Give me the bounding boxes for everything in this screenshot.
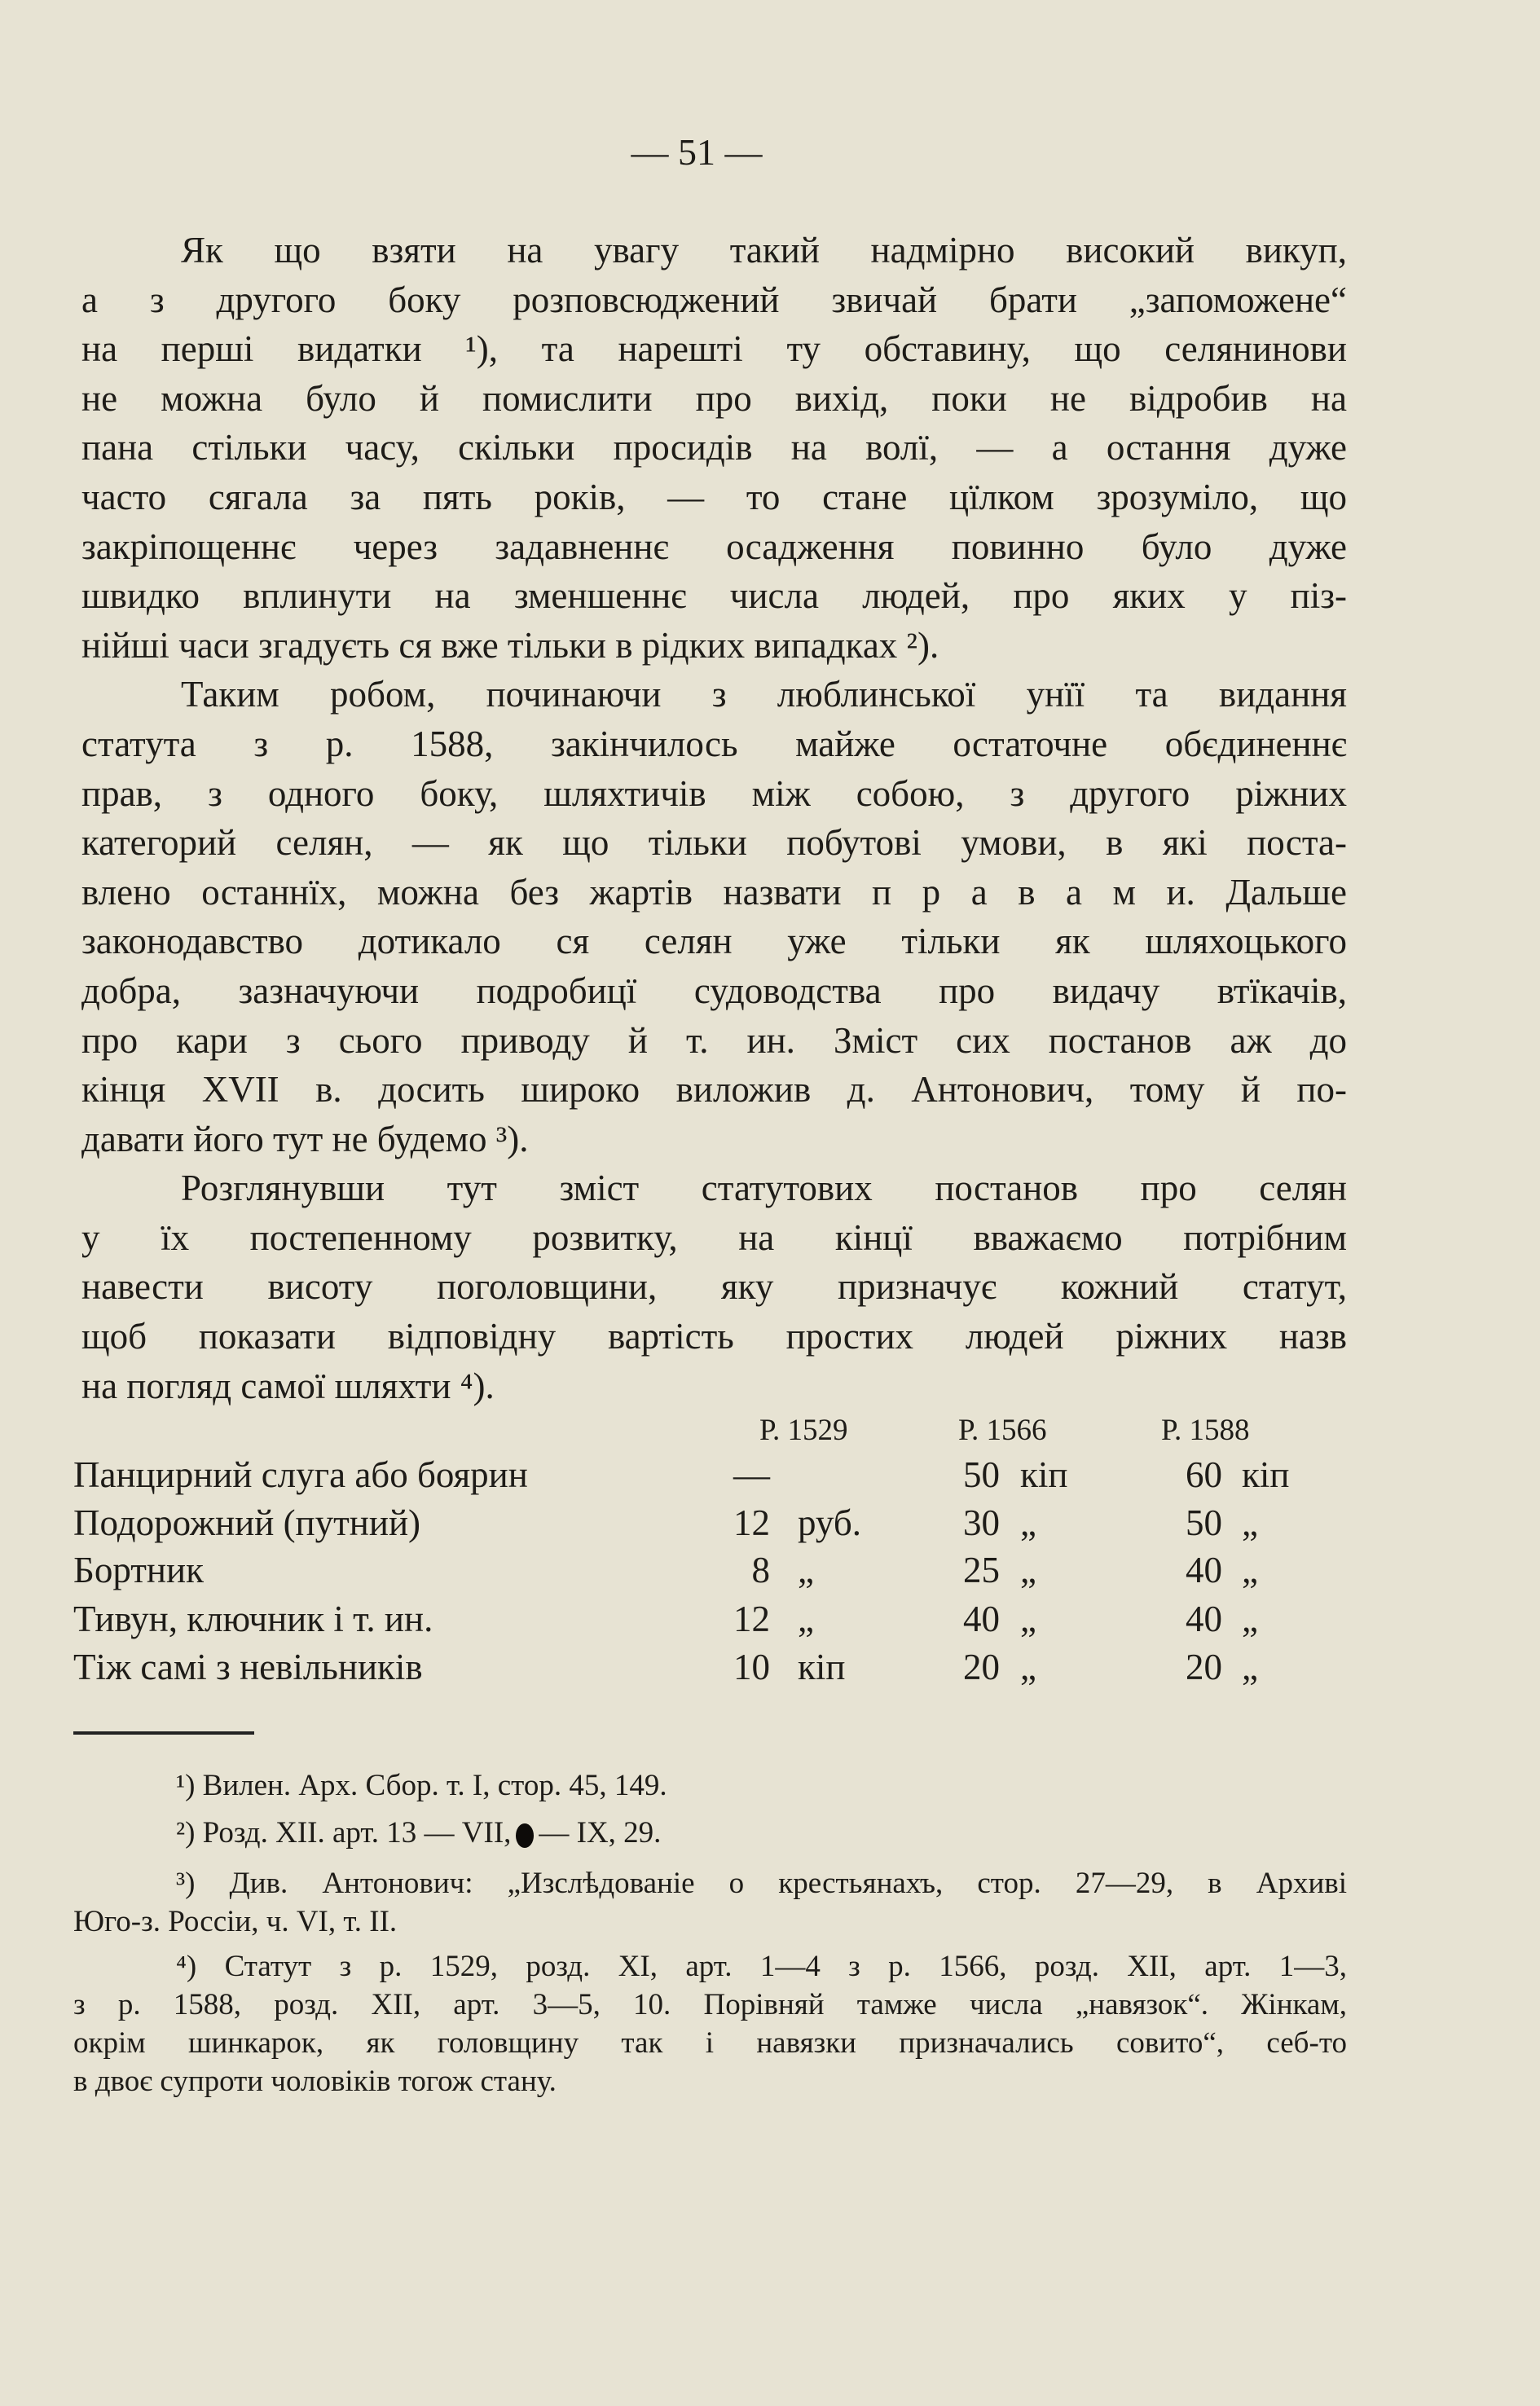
text-line: добра, зазначуючи подробицї судоводства про видачу втїкачів, — [81, 970, 1347, 1011]
footnote-line: ³) Див. Антонович: „Изслѣдованіе о крестьянахъ, стор. 27—29, в Архиві — [176, 1867, 1347, 1900]
footnote-line: в двоє супроти чоловіків тогож стану. — [73, 2065, 557, 2098]
cell-value: 25 — [963, 1550, 1000, 1590]
text-line: кінця XVII в. досить широко виложив д. Антонович, тому й по- — [81, 1069, 1347, 1111]
cell-unit: „ — [1242, 1550, 1258, 1590]
paragraph — [81, 670, 1347, 1163]
footnote-line: з р. 1588, розд. XII, арт. 3—5, 10. Порівняй тамже числа „навязок“. Жінкам, — [73, 1988, 1347, 2021]
cell-value: 12 — [733, 1502, 770, 1543]
cell-unit: „ — [1242, 1502, 1258, 1543]
footnote-line: Юго-з. Россіи, ч. VI, т. II. — [73, 1905, 398, 1938]
row-label: Бортник — [73, 1550, 204, 1590]
footnote — [73, 1814, 1347, 1852]
footnote-line — [73, 1814, 1347, 1852]
cell-unit: „ — [1020, 1550, 1036, 1590]
paragraph — [81, 1163, 1347, 1410]
text-line: влено останнїх, можна без жартів назвати п р а в а м и. Дальше — [81, 871, 1347, 913]
cell-unit: „ — [1242, 1647, 1258, 1687]
cell-unit: руб. — [798, 1502, 861, 1543]
text-line: Таким робом, починаючи з люблинської унїї та видання — [181, 674, 1347, 715]
text-line: часто сягала за пять років, — то стане цїлком зрозуміло, що — [81, 476, 1347, 517]
text-line: Як що взяти на увагу такий надмірно високий викуп, — [181, 230, 1347, 271]
row-label: Тіж самі з невільників — [73, 1647, 423, 1687]
table-header — [73, 1407, 1377, 1454]
text-line: на погляд самої шляхти ⁴). — [81, 1365, 495, 1406]
cell-value: 50 — [1186, 1502, 1222, 1543]
cell-unit: „ — [1020, 1502, 1036, 1543]
footnote-line: ⁴) Статут з р. 1529, розд. XI, арт. 1—4 з р. 1566, розд. XII, арт. 1—3, — [176, 1950, 1347, 1983]
text-line: нійші часи згадуєть ся вже тільки в рідких випадках ²). — [81, 624, 939, 666]
text-line: швидко вплинути на зменшеннє числа людей, про яких у піз- — [81, 575, 1347, 617]
cell-value: 40 — [1186, 1550, 1222, 1590]
table-row — [73, 1595, 1377, 1643]
ink-blot-icon — [516, 1823, 534, 1848]
table-row — [73, 1499, 1377, 1546]
footnote — [73, 1947, 1347, 2100]
text-line: законодавство дотикало ся селян уже тільки як шляхоцького — [81, 921, 1347, 962]
cell-value: — — [733, 1454, 770, 1495]
cell-unit: „ — [1020, 1647, 1036, 1687]
footnote-line: окрім шинкарок, як головщину так і навязки призначались совито“, себ-то — [73, 2026, 1347, 2060]
text-line: навести висоту поголовщини, яку призначує кожний статут, — [81, 1266, 1347, 1308]
cell-unit: „ — [798, 1550, 814, 1590]
text-line: Розглянувши тут зміст статутових постанов про селян — [181, 1168, 1347, 1209]
footnote-separator — [73, 1731, 254, 1735]
cell-unit: „ — [1242, 1599, 1258, 1639]
paragraph — [81, 226, 1347, 670]
cell-value: 20 — [1186, 1647, 1222, 1687]
page-number: — 51 — — [631, 131, 763, 173]
column-header: Р. 1529 — [759, 1414, 848, 1447]
cell-value: 8 — [751, 1550, 770, 1590]
cell-value: 50 — [963, 1454, 1000, 1495]
footnote — [73, 1864, 1347, 1941]
text-line: пана стільки часу, скільки просидів на волї, — а остання дуже — [81, 427, 1347, 468]
cell-value: 12 — [733, 1599, 770, 1639]
text-line: давати його тут не будемо ³). — [81, 1118, 529, 1159]
table-row — [73, 1643, 1377, 1691]
text-line: закріпощеннє через задавненнє осадження повинно було дуже — [81, 526, 1347, 567]
text-line: щоб показати відповідну вартість простих людей ріжних назв — [81, 1316, 1347, 1357]
footnote-text: ²) Розд. XII. арт. 13 — VII, — [176, 1816, 512, 1850]
cell-value: 60 — [1186, 1454, 1222, 1495]
text-line: не можна було й помислити про вихід, поки не відробив на — [81, 377, 1347, 419]
text-line: на перші видатки ¹), та нарешті ту обставину, що селянинови — [81, 328, 1347, 370]
cell-value: 30 — [963, 1502, 1000, 1543]
footnote — [73, 1766, 1347, 1805]
footnote-text: — IX, 29. — [539, 1816, 662, 1850]
footnote-line: ¹) Вилен. Арх. Сбор. т. I, стор. 45, 149. — [176, 1769, 667, 1802]
column-header: Р. 1588 — [1161, 1414, 1250, 1447]
cell-unit: кіп — [1242, 1454, 1290, 1495]
cell-unit: кіп — [1020, 1454, 1068, 1495]
cell-unit: „ — [798, 1599, 814, 1639]
cell-value: 20 — [963, 1647, 1000, 1687]
table-row — [73, 1451, 1377, 1498]
cell-unit: кіп — [798, 1647, 846, 1687]
text-line: категорий селян, — як що тільки побутові умови, в які поста- — [81, 822, 1347, 864]
text-line: а з другого боку розповсюджений звичай брати „запоможене“ — [81, 279, 1347, 320]
row-label: Панцирний слуга або боярин — [73, 1454, 528, 1495]
text-line: у їх постепенному розвитку, на кінцї вважаємо потрібним — [81, 1216, 1347, 1258]
row-label: Тивун, ключник і т. ин. — [73, 1599, 433, 1639]
main-text — [81, 226, 1347, 1410]
cell-value: 10 — [733, 1647, 770, 1687]
cell-unit: „ — [1020, 1599, 1036, 1639]
cell-value: 40 — [1186, 1599, 1222, 1639]
text-line: про кари з сього приводу й т. ин. Зміст сих постанов аж до — [81, 1019, 1347, 1061]
table-row — [73, 1546, 1377, 1594]
row-label: Подорожний (путний) — [73, 1502, 421, 1543]
text-line: статута з р. 1588, закінчилось майже остаточне обєдиненнє — [81, 723, 1347, 764]
text-line: прав, з одного боку, шляхтичів між собою, з другого ріжних — [81, 772, 1347, 814]
column-header: Р. 1566 — [958, 1414, 1047, 1447]
cell-value: 40 — [963, 1599, 1000, 1639]
